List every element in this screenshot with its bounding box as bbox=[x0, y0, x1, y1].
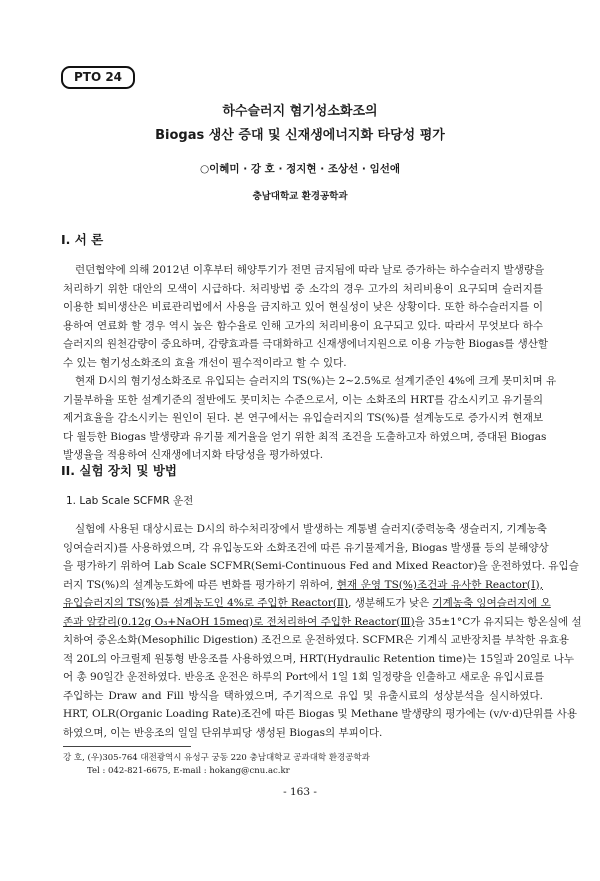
text-line: 제거효율을 감소시키는 원인이 된다. 본 연구에서는 유입슬러지의 TS(%)를 설계농도로 증가시켜 현재보 bbox=[63, 412, 543, 424]
text-line: 다 월등한 Biogas 발생량과 유기물 제거율을 얻기 위한 최적 조건을 도출하고자 하였으며, 증대된 Biogas bbox=[63, 430, 547, 443]
text-line: 슬러지의 원천감량이 중요하며, 감량효과를 극대화하고 신재생에너지원으로 이용 가능한 Biogas를 생산할 bbox=[63, 338, 549, 350]
text-segment: 을 35±1°C가 유지되는 항온실에 설 bbox=[414, 615, 582, 628]
page-number: - 163 - bbox=[283, 786, 317, 798]
footnote-rule bbox=[63, 746, 191, 747]
text-line: 용하여 연료화 할 경우 역시 높은 함수율로 인해 고가의 처리비용이 요구되고 있다. 따라서 무엇보다 하수 bbox=[63, 319, 543, 332]
text-line: 을 평가하기 위하여 Lab Scale SCFMR(Semi-Continuous Fed and Mixed Reactor)을 운전하였다. 유입슬 bbox=[63, 560, 579, 572]
title-line-2: Biogas 생산 증대 및 신재생에너지화 타당성 평가 bbox=[155, 128, 445, 143]
text-line: 발생율을 적용하여 신재생에너지화 타당성을 평가하였다. bbox=[63, 449, 324, 461]
text-line: 처리하기 위한 대안의 모색이 시급하다. 처리방법 중 소각의 경우 고가의 처리비용이 요구되며 슬러지를 bbox=[63, 282, 543, 295]
text-line: 런던협약에 의해 2012년 이후부터 해양투기가 전면 금지됨에 따라 날로 증가하는 하수슬러지 발생량을 bbox=[75, 264, 545, 276]
section-2-paragraph bbox=[63, 520, 582, 742]
text-line: 현재 D시의 혐기성소화조로 유입되는 슬러지의 TS(%)는 2~2.5%로 설계기준인 4%에 크게 못미치며 유 bbox=[75, 375, 557, 387]
underlined-reactor-3-end: 존과 알칼리(0.12g O₃+NaOH 15meq)로 전처리하여 주입한 Reactor(Ⅲ) bbox=[63, 615, 415, 628]
text-line: 하였으며, 이는 반응조의 일일 단위부피당 생성된 Biogas의 부피이다. bbox=[63, 726, 383, 739]
text-line: 치하여 중온소화(Mesophilic Digestion) 조건으로 운전하였다. SCFMR은 기계식 교반장치를 부착한 유효용 bbox=[63, 634, 570, 646]
footnote-contact: Tel : 042-821-6675, E-mail : hokang@cnu.ac.kr bbox=[87, 766, 290, 776]
section-2-subheading: 1. Lab Scale SCFMR 운전 bbox=[66, 495, 194, 507]
underlined-reactor-3-start: 기계농축 잉여슬러지에 오 bbox=[432, 597, 551, 609]
text-line: 기물부하율 또한 설계기준의 절반에도 못미치는 수준으로서, 이는 소화조의 HRT를 감소시키고 유기물의 bbox=[63, 393, 543, 406]
authors: ○이혜미 · 강 호 · 정지현 · 조상선 · 임선애 bbox=[199, 163, 401, 175]
affiliation: 충남대학교 환경공학과 bbox=[252, 191, 348, 202]
text-line: 주입하는 Draw and Fill 방식을 택하였으며, 주기적으로 유입 및 유출시료의 성상분석을 실시하였다. bbox=[63, 689, 543, 702]
text-line: 잉여슬러지)를 사용하였으며, 각 유입농도와 소화조건에 따른 유기물제거율, Biogas 발생률 등의 분해양상 bbox=[63, 541, 549, 554]
section-2-heading: II. 실험 장치 및 방법 bbox=[61, 463, 177, 478]
text-line: 적 20L의 아크릴제 원통형 반응조를 사용하였으며, HRT(Hydraulic Retention time)는 15일과 20일로 나누 bbox=[63, 652, 575, 665]
underlined-reactor-2: 유입슬러지의 TS(%)를 설계농도인 4%로 주입한 Reactor(Ⅱ) bbox=[63, 597, 349, 609]
text-segment: 러지 TS(%)의 설계농도화에 따른 변화를 평가하기 위하여, bbox=[63, 578, 337, 591]
section-1-paragraph-1 bbox=[63, 261, 549, 372]
text-line: 실험에 사용된 대상시료는 D시의 하수처리장에서 발생하는 계통별 슬러지(중력농축 생슬러지, 기계농축 bbox=[75, 523, 547, 535]
section-1-heading: I. 서 론 bbox=[61, 232, 104, 247]
title-line-1: 하수슬러지 혐기성소화조의 bbox=[222, 104, 378, 119]
text-line bbox=[63, 594, 551, 613]
text-line: HRT, OLR(Organic Loading Rate)조건에 따른 Biogas 및 Methane 발생량의 평가에는 (v/v·d)단위를 사용 bbox=[63, 708, 577, 720]
section-1-paragraph-2 bbox=[63, 372, 557, 465]
text-segment: , 생분해도가 낮은 bbox=[348, 597, 433, 609]
session-badge: PTO 24 bbox=[61, 66, 135, 89]
underlined-reactor-1: 현재 운영 TS(%)조건과 유사한 Reactor(Ⅰ), bbox=[336, 578, 543, 591]
text-line bbox=[63, 576, 543, 595]
footnote-address: 강 호, (우)305-764 대전광역시 유성구 궁동 220 충남대학교 공과대학 환경공학과 bbox=[63, 753, 370, 763]
text-line: 수 있는 혐기성소화조의 효율 개선이 필수적이라고 할 수 있다. bbox=[63, 356, 347, 369]
text-line: 이용한 퇴비생산은 비료관리법에서 사용을 금지하고 있어 현실성이 낮은 상황이다. 또한 하수슬러지를 이 bbox=[63, 301, 543, 313]
text-line bbox=[63, 613, 582, 632]
text-line: 어 총 90일간 운전하였다. 반응조 운전은 하루의 Port에서 1일 1회 일정량을 인출하고 새로운 유입시료를 bbox=[63, 671, 545, 683]
